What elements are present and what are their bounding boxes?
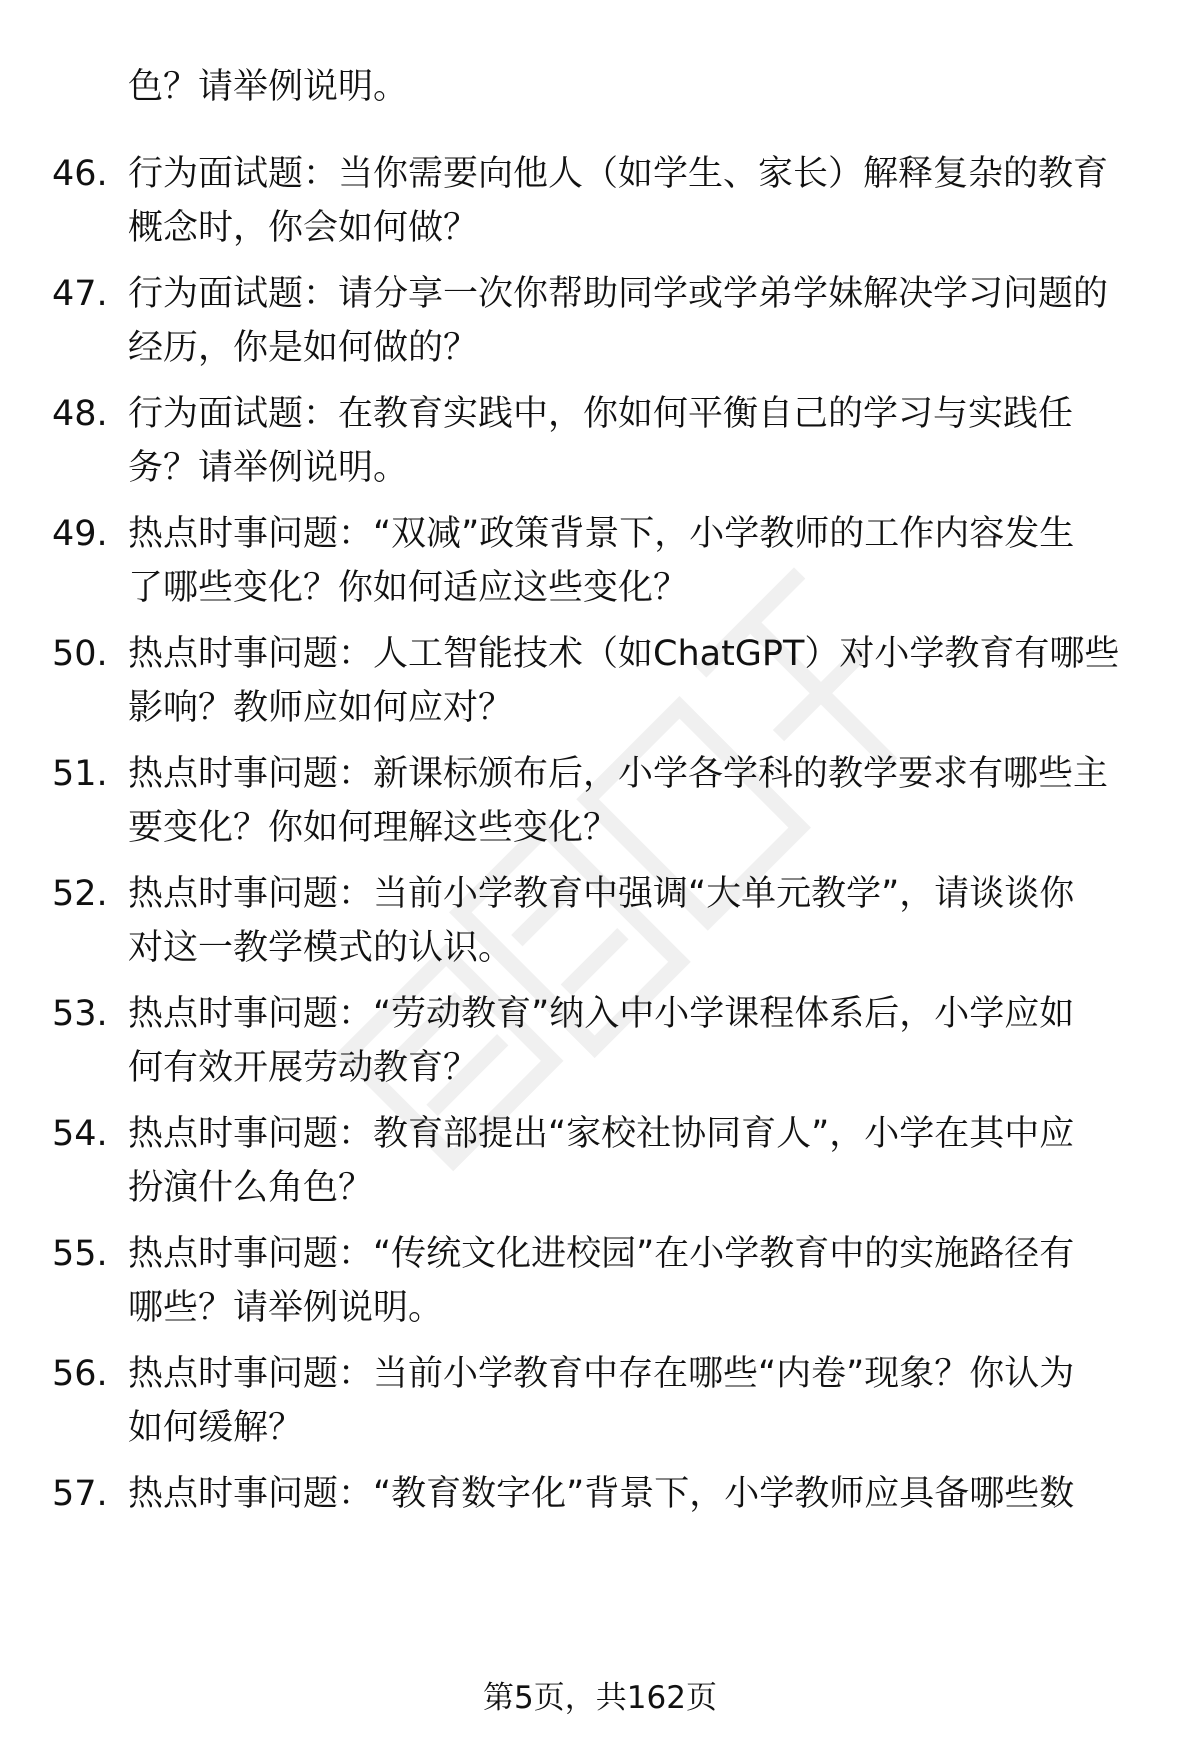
continuation-text: 色？请举例说明。 xyxy=(128,67,409,107)
question-text-line1: 行为面试题：当你需要向他人（如学生、家长）解释复杂的教育 xyxy=(128,154,1109,194)
question-item xyxy=(0,1107,1200,1227)
question-item xyxy=(0,987,1200,1107)
question-text-line2: 影响？教师应如何应对？ xyxy=(128,688,514,728)
question-text-line2: 对这一教学模式的认识。 xyxy=(128,928,514,968)
question-text-line2: 要变化？你如何理解这些变化？ xyxy=(128,808,619,848)
question-text-line1: 热点时事问题：当前小学教育中存在哪些“内卷”现象？你认为 xyxy=(128,1354,1075,1394)
question-item xyxy=(0,1467,1200,1587)
question-item xyxy=(0,147,1200,267)
question-item xyxy=(0,1227,1200,1347)
question-number: 55. xyxy=(52,1234,108,1274)
question-text-line1: 热点时事问题：“教育数字化”背景下，小学教师应具备哪些数 xyxy=(128,1474,1075,1514)
question-text-line2: 何有效开展劳动教育？ xyxy=(128,1048,479,1088)
question-text-line2: 经历，你是如何做的？ xyxy=(128,328,479,368)
question-text-line2: 哪些？请举例说明。 xyxy=(128,1288,444,1328)
question-text-line1: 热点时事问题：人工智能技术（如ChatGPT）对小学教育有哪些 xyxy=(128,634,1120,674)
question-item xyxy=(0,747,1200,867)
question-text-line2: 了哪些变化？你如何适应这些变化？ xyxy=(128,568,689,608)
question-number: 53. xyxy=(52,994,108,1034)
question-text-line2: 扮演什么角色？ xyxy=(128,1168,374,1208)
question-number: 48. xyxy=(52,394,108,434)
question-item xyxy=(0,267,1200,387)
question-number: 50. xyxy=(52,634,108,674)
page-footer: 第5页，共162页 xyxy=(483,1680,717,1716)
question-text-line2: 概念时，你会如何做？ xyxy=(128,208,479,248)
question-text-line1: 热点时事问题：新课标颁布后，小学各学科的教学要求有哪些主 xyxy=(128,754,1109,794)
question-number: 56. xyxy=(52,1354,108,1394)
question-number: 46. xyxy=(52,154,108,194)
question-item xyxy=(0,867,1200,987)
question-number: 49. xyxy=(52,514,108,554)
question-item xyxy=(0,1347,1200,1467)
question-number: 47. xyxy=(52,274,108,314)
question-text-line1: 热点时事问题：“劳动教育”纳入中小学课程体系后，小学应如 xyxy=(128,994,1075,1034)
question-item xyxy=(0,507,1200,627)
question-item xyxy=(0,627,1200,747)
question-text-line1: 热点时事问题：教育部提出“家校社协同育人”，小学在其中应 xyxy=(128,1114,1075,1154)
question-number: 57. xyxy=(52,1474,108,1514)
question-text-line1: 热点时事问题：“双减”政策背景下，小学教师的工作内容发生 xyxy=(128,514,1075,554)
question-number: 52. xyxy=(52,874,108,914)
question-text-line2: 如何缓解？ xyxy=(128,1408,304,1448)
question-text-line1: 行为面试题：在教育实践中，你如何平衡自己的学习与实践任 xyxy=(128,394,1074,434)
question-text-line1: 行为面试题：请分享一次你帮助同学或学弟学妹解决学习问题的 xyxy=(128,274,1109,314)
question-number: 54. xyxy=(52,1114,108,1154)
question-text-line2: 务？请举例说明。 xyxy=(128,448,409,488)
question-number: 51. xyxy=(52,754,108,794)
question-text-line1: 热点时事问题：当前小学教育中强调“大单元教学”，请谈谈你 xyxy=(128,874,1075,914)
question-item xyxy=(0,387,1200,507)
question-text-line1: 热点时事问题：“传统文化进校园”在小学教育中的实施路径有 xyxy=(128,1234,1075,1274)
